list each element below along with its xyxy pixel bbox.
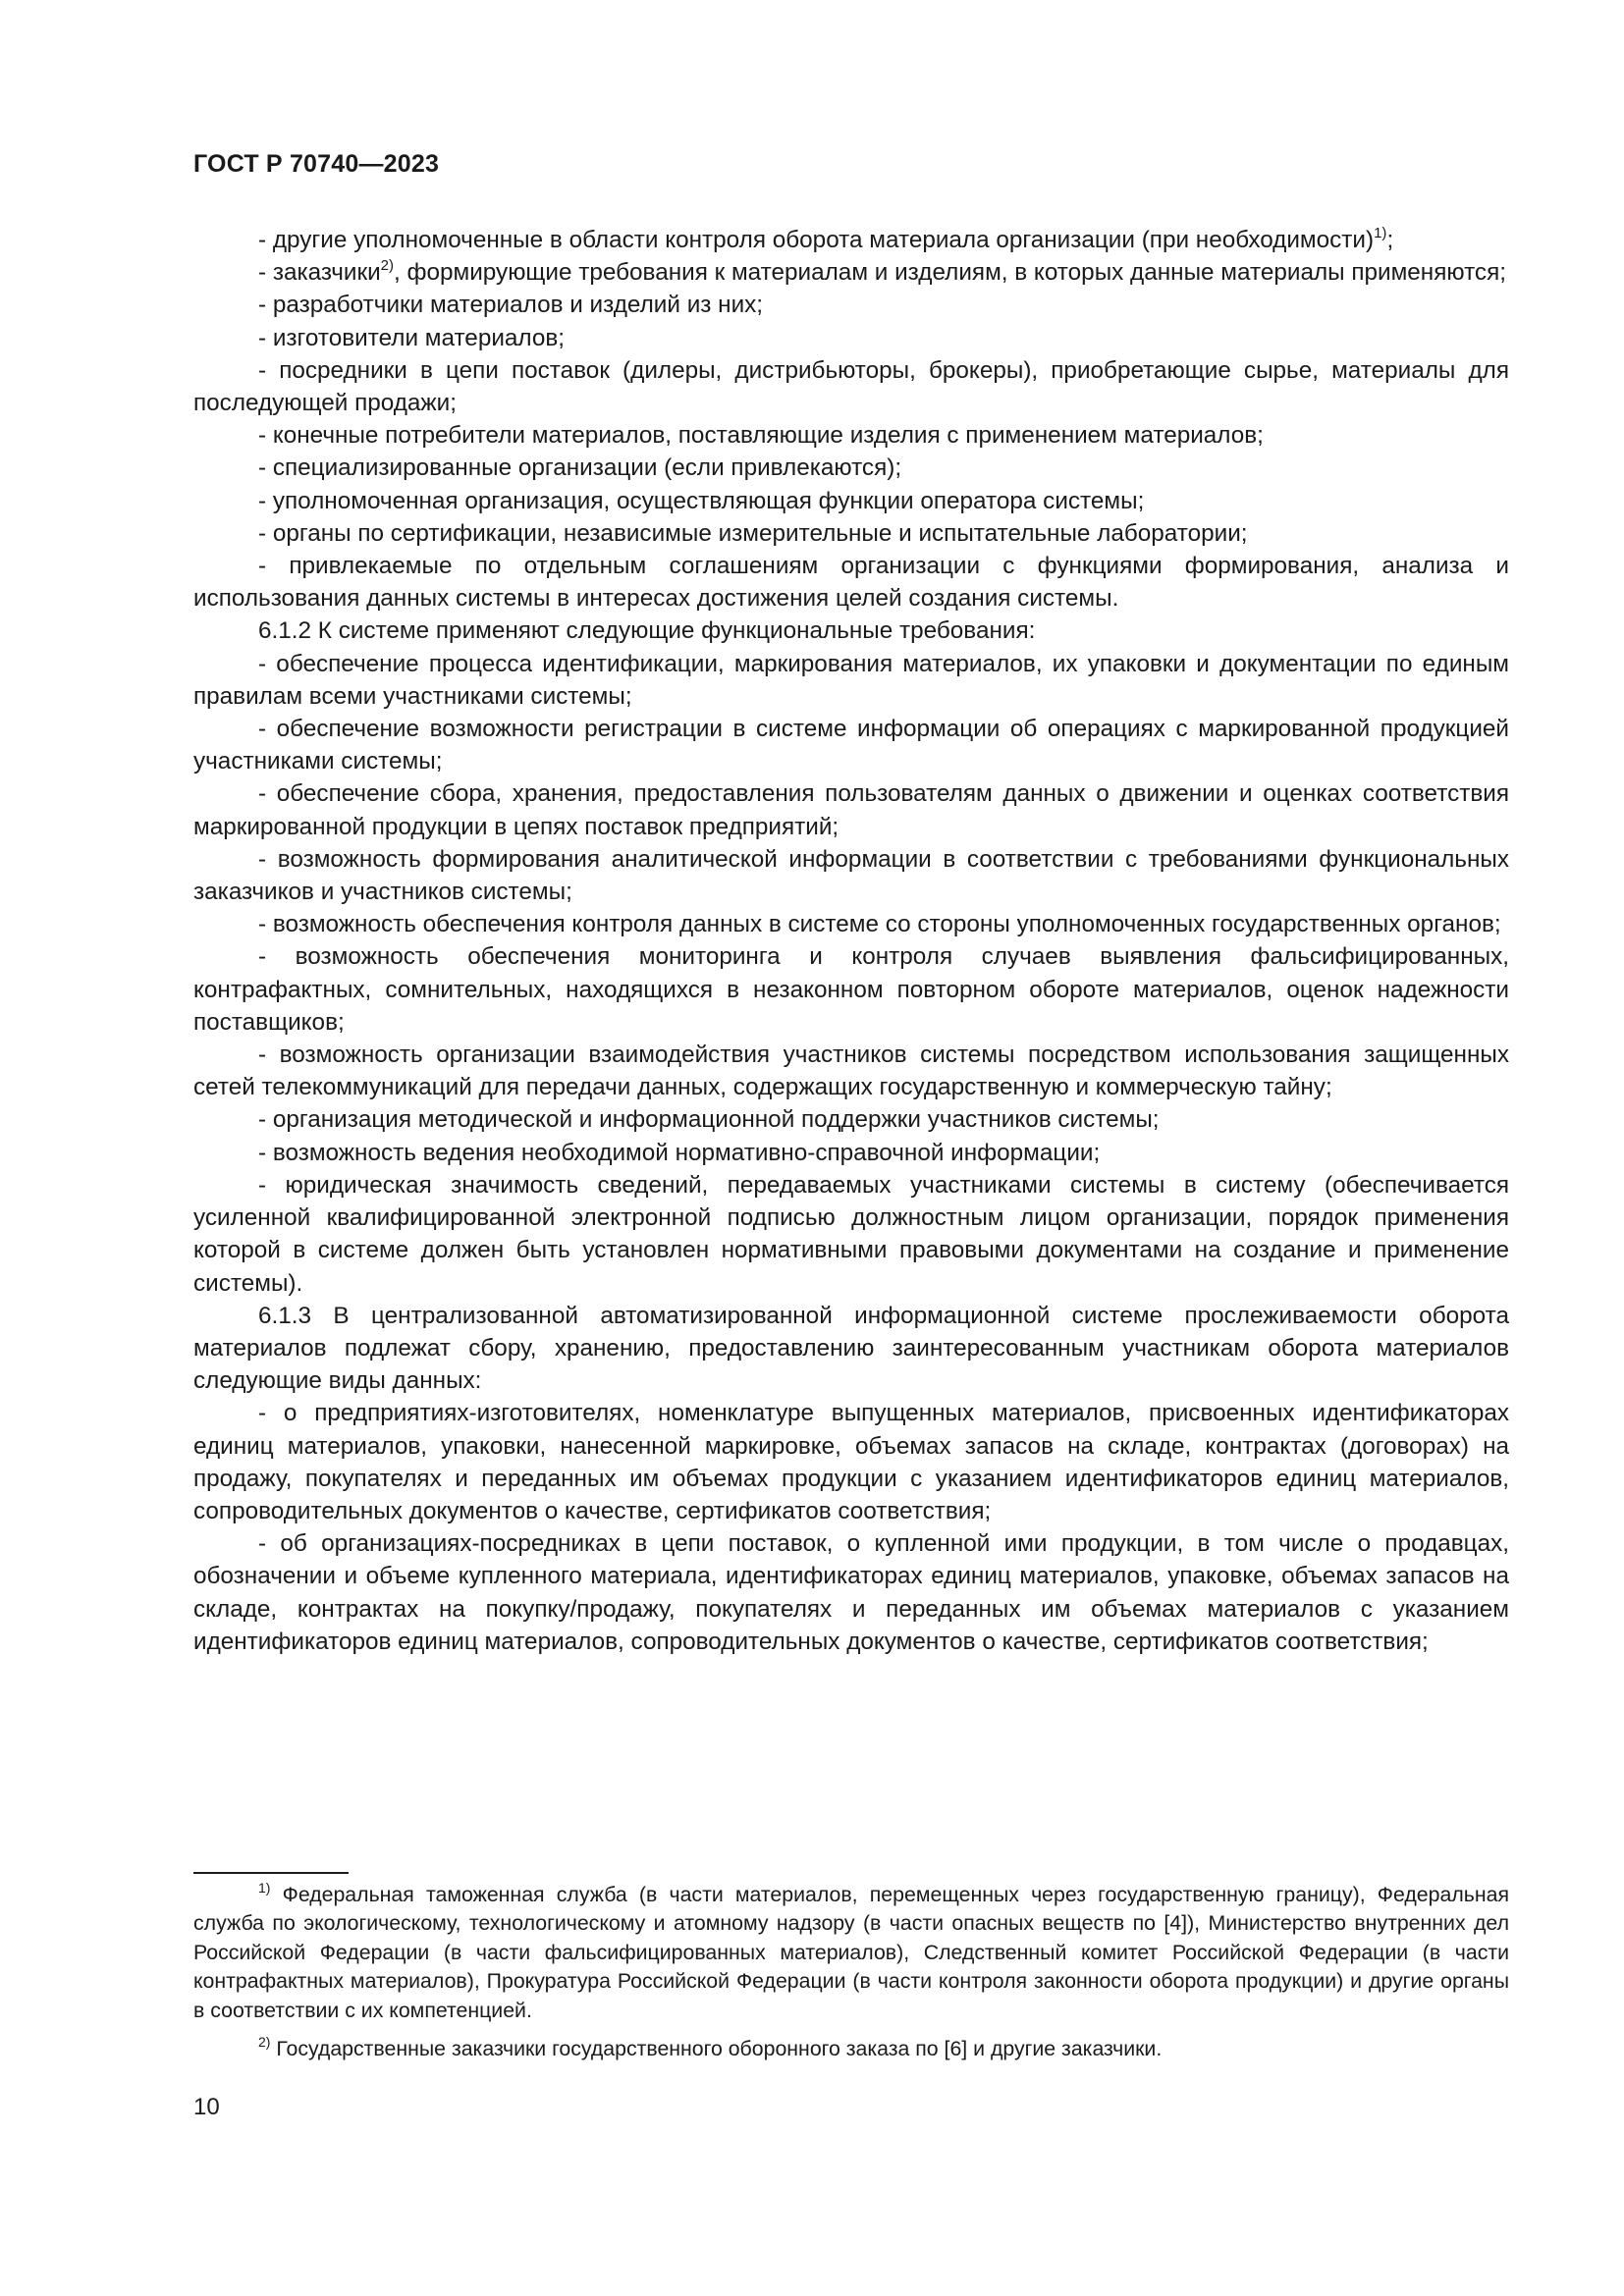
footnote-marker: 1) [258, 1880, 271, 1896]
footnote-2: $^{2)}$ Государственные заказчики государственного оборонного заказа по [6] и другие заказчики. [258, 2034, 1163, 2061]
list-item: - посредники в цепи поставок (дилеры, дистрибьюторы, брокеры), приобретающие сырье, материалы для последующей продажи; [193, 356, 1509, 417]
list-item: - специализированные организации (если привлекаются); [258, 454, 902, 482]
list-item: - разработчики материалов и изделий из них; [258, 292, 764, 319]
list-item: - возможность формирования аналитической информации в соответствии с требованиями функциональных заказчиков и участников системы; [193, 845, 1509, 906]
section-6-1-3-paragraph: 6.1.3 В централизованной автоматизированной информационной системе прослеживаемости оборота материалов подлежат сбору, хранению, предоставлению заинтересованным участникам оборота материалов следующие виды данных: [193, 1302, 1509, 1395]
list-item: - обеспечение процесса идентификации, маркирования материалов, их упаковки и документации по единым правилам всеми участниками системы; [193, 650, 1509, 710]
list-item: - органы по сертификации, независимые измерительные и испытательные лаборатории; [258, 519, 1248, 547]
list-item: - организация методической и информационной поддержки участников системы; [258, 1106, 1160, 1134]
list-item: - возможность организации взаимодействия участников системы посредством использования защищенных сетей телекоммуникаций для передачи данных, содержащих государственную и коммерческую тайну; [193, 1041, 1509, 1101]
list-item: - о предприятиях-изготовителях, номенклатуре выпущенных материалов, присвоенных идентификаторах единиц материалов, упаковки, нанесенной маркировке, объемах запасов на складе, контрактах (договорах) на продажу, покупателях и переданных им объемах продукции с указанием идентификаторов единиц материалов, сопроводительных документов о качестве, сертификатов соответствия; [193, 1400, 1509, 1524]
footnote-ref[interactable]: 2) [380, 257, 395, 275]
list-item: - возможность обеспечения мониторинга и контроля случаев выявления фальсифицированных, контрафактных, сомнительных, находящихся в незаконном повторном обороте материалов, оценок надежности поставщиков; [193, 943, 1509, 1036]
list-item: - возможность ведения необходимой нормативно-справочной информации; [258, 1139, 1101, 1166]
section-6-1-2-heading: 6.1.2 К системе применяют следующие функциональные требования: [258, 617, 1036, 645]
main-text [193, 224, 1509, 1658]
document-header: ГОСТ Р 70740—2023 [193, 150, 440, 178]
list-item: - другие уполномоченные в области контроля оборота материала организации (при необходимости)$^{1)}$; [258, 225, 1394, 253]
list-item: - конечные потребители материалов, поставляющие изделия с применением материалов; [258, 422, 1264, 450]
footnote-1: $^{1)}$ Федеральная таможенная служба (в части материалов, перемещенных через государственную границу), Федеральная служба по экологическому, технологическому и атомному надзору (в части опасных веществ по [4]), Министерство внутренних дел Российской Федерации (в части фальсифицированных материалов), Следственный комитет Российской Федерации (в части контрафактных материалов), Прокуратура Российской Федерации (в части контроля законности оборота продукции) и другие органы в соответствии с их компетенцией. [193, 1880, 1509, 2022]
footnote-divider [193, 1872, 349, 1874]
footnotes [193, 1881, 1509, 2063]
list-item: - обеспечение возможности регистрации в системе информации об операциях с маркированной продукцией участниками системы; [193, 716, 1509, 775]
list-item: - уполномоченная организация, осуществляющая функции оператора системы; [258, 487, 1145, 514]
list-item: - возможность обеспечения контроля данных в системе со стороны уполномоченных государственных органов; [258, 911, 1501, 938]
list-item: - об организациях-посредниках в цепи поставок, о купленной ими продукции, в том числе о продавцах, обозначении и объеме купленного материала, идентификаторах единиц материалов, упаковке, объемах запасов на складе, контрактах на покупку/продажу, покупателях и переданных им объемах материалов с указанием идентификаторов единиц материалов, сопроводительных документов о качестве, сертификатов соответствия; [193, 1530, 1509, 1655]
footnote-ref[interactable]: 1) [1374, 225, 1387, 241]
footnote-marker: 2) [258, 2034, 271, 2051]
list-item: - привлекаемые по отдельным соглашениям организации с функциями формирования, анализа и использования данных системы в интересах достижения целей создания системы. [193, 553, 1509, 613]
list-item: - изготовители материалов; [258, 324, 566, 351]
page-number: 10 [193, 2094, 220, 2120]
list-item: - юридическая значимость сведений, передаваемых участниками системы в систему (обеспечивается усиленной квалифицированной электронной подписью должностным лицом организации, порядок применения которой в системе должен быть установлен нормативными правовыми документами на создание и применение системы). [193, 1171, 1509, 1297]
list-item: - заказчики$^{2)}$, формирующие требования к материалам и изделиям, в которых данные материалы применяются; [258, 257, 1506, 287]
list-item: - обеспечение сбора, хранения, предоставления пользователям данных о движении и оценках соответствия маркированной продукции в цепях поставок предприятий; [193, 780, 1509, 840]
